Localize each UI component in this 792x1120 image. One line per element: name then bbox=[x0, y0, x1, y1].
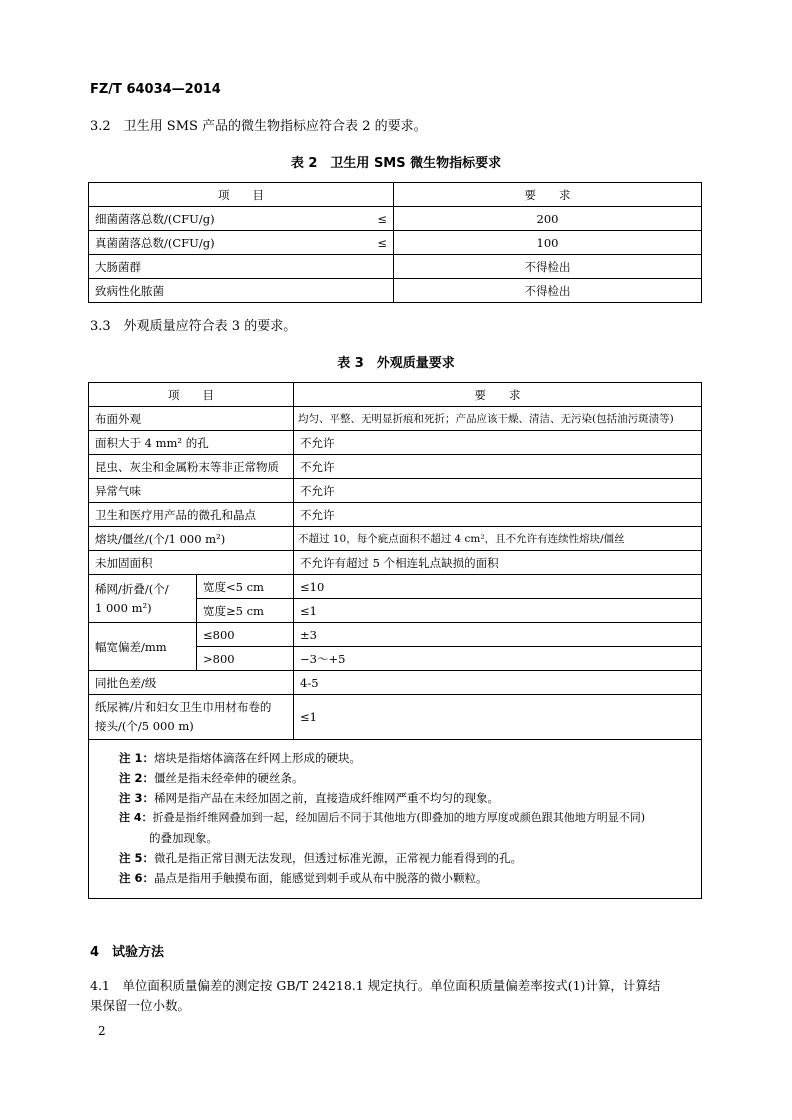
row-requirement: 均匀、平整、无明显折痕和死折；产品应该干燥、清洁、无污染(包括油污斑渍等) bbox=[294, 407, 702, 431]
note-item: 注 5：微孔是指正常目测无法发现，但透过标准光源，正常视力能看得到的孔。 bbox=[119, 851, 523, 865]
row-item: 熔块/僵丝/(个/1 000 m²) bbox=[89, 527, 294, 551]
table-3 bbox=[88, 382, 702, 899]
clause-4-1-line1: 4.1 单位面积质量偏差的测定按 GB/T 24218.1 规定执行。单位面积质量偏差率按式(1)计算，计算结 bbox=[90, 978, 661, 993]
clause-3-3: 3.3 外观质量应符合表 3 的要求。 bbox=[90, 319, 297, 334]
row-requirement: 不允许 bbox=[294, 479, 702, 503]
table-row bbox=[89, 695, 702, 740]
row-subitem: 宽度≥5 cm bbox=[197, 599, 294, 623]
table-row bbox=[89, 407, 702, 431]
row-symbol: ≤ bbox=[361, 207, 394, 231]
row-item: 细菌菌落总数/(CFU/g) bbox=[89, 207, 362, 231]
row-item: 真菌菌落总数/(CFU/g) bbox=[89, 231, 362, 255]
header-item: 项 目 bbox=[89, 383, 294, 407]
row-item-line: 纸尿裤/片和妇女卫生巾用材布卷的 bbox=[95, 700, 272, 714]
row-requirement: 不允许有超过 5 个相连轧点缺损的面积 bbox=[294, 551, 702, 575]
standard-code: FZ/T 64034—2014 bbox=[90, 82, 221, 97]
row-requirement: 不允许 bbox=[294, 455, 702, 479]
row-requirement: 100 bbox=[394, 231, 702, 255]
row-requirement: 不超过 10，每个疵点面积不超过 4 cm²，且不允许有连续性熔块/僵丝 bbox=[294, 527, 702, 551]
table-row bbox=[89, 231, 702, 255]
notes-row bbox=[89, 740, 702, 899]
page-number: 2 bbox=[98, 1024, 106, 1038]
table-header-row bbox=[89, 183, 702, 207]
table-row bbox=[89, 279, 702, 303]
row-subitem: 宽度<5 cm bbox=[197, 575, 294, 599]
row-symbol bbox=[361, 255, 394, 279]
row-item-joints bbox=[89, 695, 294, 740]
table-row bbox=[89, 207, 702, 231]
table2-caption: 表 2 卫生用 SMS 微生物指标要求 bbox=[290, 156, 502, 171]
row-item: 卫生和医疗用产品的微孔和晶点 bbox=[89, 503, 294, 527]
row-item: 大肠菌群 bbox=[89, 255, 362, 279]
table-2 bbox=[88, 182, 702, 303]
row-requirement: 不允许 bbox=[294, 431, 702, 455]
note-item: 注 1：熔块是指熔体滴落在纤网上形成的硬块。 bbox=[119, 751, 362, 765]
table-row bbox=[89, 575, 702, 599]
table-header-row bbox=[89, 383, 702, 407]
section-4-title: 4 试验方法 bbox=[90, 945, 165, 960]
table-row bbox=[89, 671, 702, 695]
row-item-width-deviation: 幅宽偏差/mm bbox=[89, 623, 197, 671]
table3-caption: 表 3 外观质量要求 bbox=[337, 356, 455, 371]
row-item: 同批色差/级 bbox=[89, 671, 294, 695]
row-item: 布面外观 bbox=[89, 407, 294, 431]
row-item-line: 稀网/折叠/(个/ bbox=[95, 581, 169, 596]
row-item-thin-net bbox=[89, 575, 197, 623]
row-item-line: 1 000 m²) bbox=[95, 600, 152, 615]
row-requirement: 200 bbox=[394, 207, 702, 231]
table-row bbox=[89, 255, 702, 279]
row-item: 面积大于 4 mm² 的孔 bbox=[89, 431, 294, 455]
row-item-line: 接头/(个/5 000 m) bbox=[95, 719, 194, 733]
row-requirement: ≤10 bbox=[294, 575, 702, 599]
note-item: 注 2：僵丝是指未经牵伸的硬丝条。 bbox=[119, 771, 304, 785]
table-row bbox=[89, 431, 702, 455]
header-requirement: 要 求 bbox=[294, 383, 702, 407]
row-item: 昆虫、灰尘和金属粉末等非正常物质 bbox=[89, 455, 294, 479]
table-row bbox=[89, 623, 702, 647]
table-row bbox=[89, 551, 702, 575]
note-item: 注 6：晶点是指用手触摸布面，能感觉到刺手或从布中脱落的微小颗粒。 bbox=[119, 871, 488, 885]
row-symbol: ≤ bbox=[361, 231, 394, 255]
clause-3-2: 3.2 卫生用 SMS 产品的微生物指标应符合表 2 的要求。 bbox=[90, 119, 427, 134]
row-symbol bbox=[361, 279, 394, 303]
header-item: 项 目 bbox=[89, 183, 394, 207]
row-subitem: >800 bbox=[197, 647, 294, 671]
table-row bbox=[89, 479, 702, 503]
row-requirement: ±3 bbox=[294, 623, 702, 647]
table-row bbox=[89, 503, 702, 527]
row-requirement: −3～+5 bbox=[294, 647, 702, 671]
note-item: 注 3：稀网是指产品在未经加固之前，直接造成纤维网严重不均匀的现象。 bbox=[119, 791, 500, 805]
row-subitem: ≤800 bbox=[197, 623, 294, 647]
table-row bbox=[89, 455, 702, 479]
notes-cell bbox=[89, 740, 702, 899]
row-requirement: 不得检出 bbox=[394, 255, 702, 279]
clause-4-1-line2: 果保留一位小数。 bbox=[90, 998, 191, 1013]
note-item-continuation: 的叠加现象。 bbox=[149, 831, 218, 845]
header-requirement: 要 求 bbox=[394, 183, 702, 207]
row-requirement: 4-5 bbox=[294, 671, 702, 695]
row-item: 异常气味 bbox=[89, 479, 294, 503]
row-item: 致病性化脓菌 bbox=[89, 279, 362, 303]
row-requirement: 不得检出 bbox=[394, 279, 702, 303]
row-item: 未加固面积 bbox=[89, 551, 294, 575]
table-row bbox=[89, 527, 702, 551]
row-requirement: 不允许 bbox=[294, 503, 702, 527]
note-item: 注 4：折叠是指纤维网叠加到一起，经加固后不同于其他地方(即叠加的地方厚度或颜色跟其他地方明显不同) bbox=[119, 811, 646, 824]
row-requirement: ≤1 bbox=[294, 695, 702, 740]
row-requirement: ≤1 bbox=[294, 599, 702, 623]
